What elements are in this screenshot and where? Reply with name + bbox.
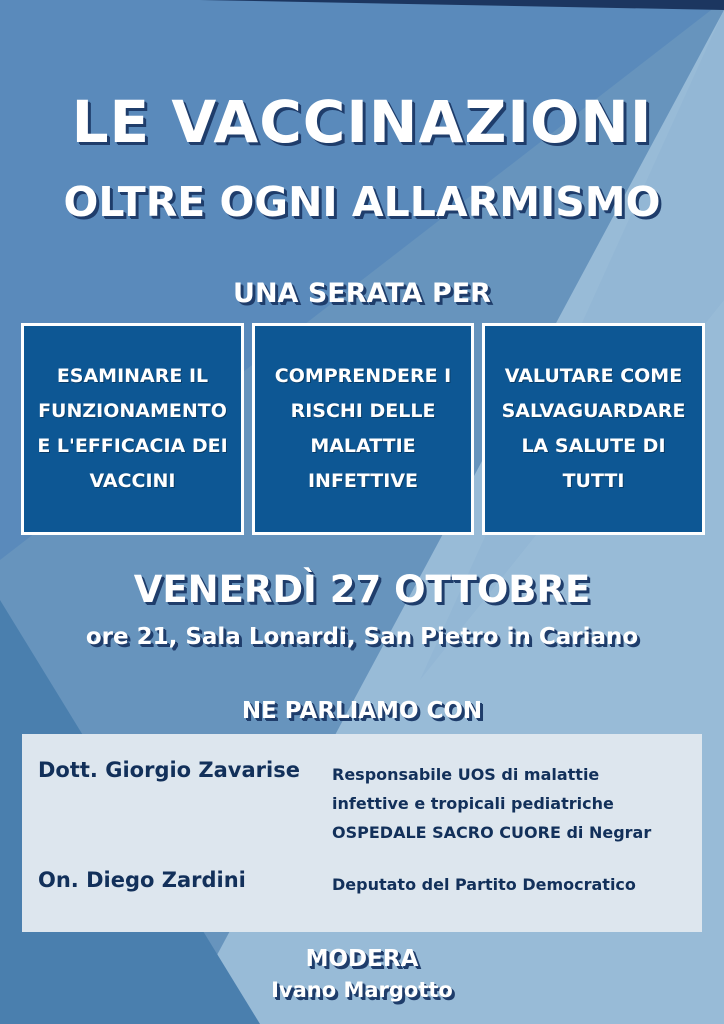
goal-box-1 — [21, 323, 244, 535]
subtitle: UNA SERATA PER — [233, 278, 491, 309]
event-time-place: ore 21, Sala Lonardi, San Pietro in Cariano — [85, 624, 639, 650]
goal-box-3 — [482, 323, 705, 535]
title-line-1: LE VACCINAZIONI — [71, 88, 653, 156]
speaker-1-name: Dott. Giorgio Zavarise — [38, 758, 300, 782]
goal-box-1-text: ESAMINARE IL FUNZIONAMENTO E L'EFFICACIA DEI VACCINI — [37, 365, 228, 492]
goal-box-3-text: VALUTARE COME SALVAGUARDARE LA SALUTE DI TUTTI — [501, 365, 686, 492]
speakers-heading: NE PARLIAMO CON — [241, 698, 483, 724]
goal-box-2-text: COMPRENDERE I RISCHI DELLE MALATTIE INFETTIVE — [274, 365, 452, 492]
moderator-label: MODERA — [305, 946, 419, 972]
speaker-2-role: Deputato del Partito Democratico — [332, 875, 636, 894]
title-line-2: OLTRE OGNI ALLARMISMO — [63, 178, 661, 226]
moderator-name: Ivano Margotto — [271, 978, 453, 1002]
event-date: VENERDÌ 27 OTTOBRE — [133, 568, 591, 611]
goal-box-2 — [252, 323, 474, 535]
speakers-panel — [22, 734, 702, 932]
goals-boxes — [21, 323, 705, 535]
speaker-2-name: On. Diego Zardini — [38, 868, 246, 892]
speaker-1-role: Responsabile UOS di malattie infettive e tropicali pediatriche OSPEDALE SACRO CUORE di Negrar — [332, 765, 652, 842]
